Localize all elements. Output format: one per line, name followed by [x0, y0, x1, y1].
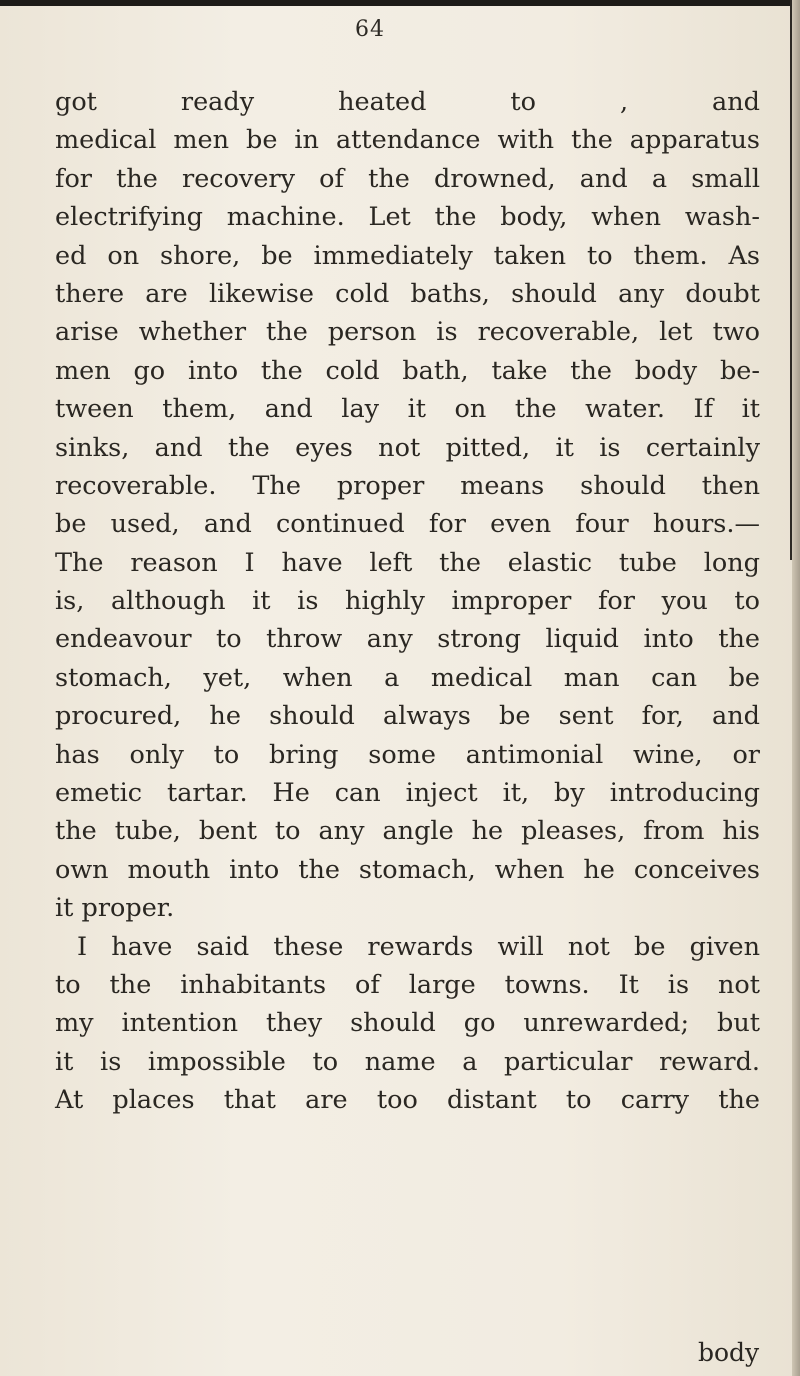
text-line: there are likewise cold baths, should any doubt	[55, 278, 760, 309]
text-line: procured, he should always be sent for, and	[55, 701, 760, 732]
text-line: men go into the cold bath, take the body be-	[55, 355, 760, 386]
text-line: At places that are too distant to carry the	[55, 1085, 760, 1116]
text-line: has only to bring some antimonial wine, or	[55, 739, 760, 770]
text-line: the tube, bent to any angle he pleases, from his	[55, 816, 760, 847]
text-line: to the inhabitants of large towns. It is not	[55, 969, 760, 1000]
text-line: electrifying machine. Let the body, when wash-	[55, 202, 760, 233]
text-line: sinks, and the eyes not pitted, it is certainly	[55, 432, 760, 463]
text-line: for the recovery of the drowned, and a small	[55, 163, 760, 194]
text-line: ed on shore, be immediately taken to them. As	[55, 240, 760, 271]
text-line: is, although it is highly improper for you to	[55, 586, 760, 617]
paragraph-start-line: I have said these rewards will not be given	[77, 931, 760, 962]
text-line: recoverable. The proper means should then	[55, 470, 760, 501]
text-line: own mouth into the stomach, when he conceives	[55, 854, 760, 885]
text-line: arise whether the person is recoverable, let two	[55, 317, 760, 348]
text-line: stomach, yet, when a medical man can be	[55, 662, 760, 693]
text-line: tween them, and lay it on the water. If it	[55, 394, 760, 425]
catchword: body	[698, 1338, 760, 1367]
paragraph-end-line: it proper.	[55, 893, 175, 924]
text-line: medical men be in attendance with the apparatus	[55, 125, 760, 156]
page-top-border	[0, 0, 792, 6]
page-number: 64	[355, 17, 385, 42]
text-line: endeavour to throw any strong liquid into the	[55, 624, 760, 655]
text-line: it is impossible to name a particular reward.	[55, 1046, 760, 1077]
text-line: emetic tartar. He can inject it, by introducing	[55, 778, 760, 809]
text-line: got ready heated to , and	[55, 87, 760, 117]
text-line: The reason I have left the elastic tube long	[55, 547, 760, 578]
text-line: be used, and continued for even four hours.—	[55, 509, 760, 540]
page-right-margin-shadow	[792, 0, 800, 1376]
text-line: my intention they should go unrewarded; but	[55, 1008, 760, 1039]
body-text	[55, 83, 785, 1120]
